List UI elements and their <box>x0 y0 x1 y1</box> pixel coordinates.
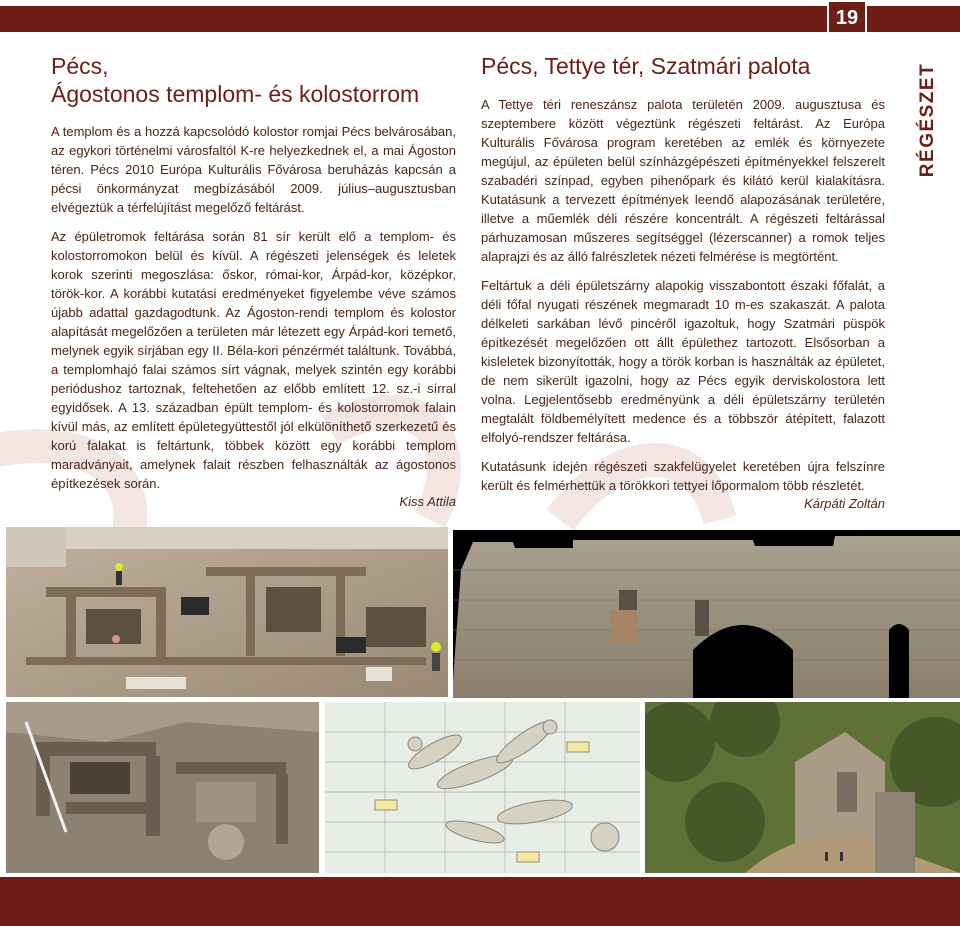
laser-scan-wall-image <box>453 530 960 698</box>
left-title-line2: Ágostonos templom- és kolostorrom <box>51 81 420 107</box>
right-article-title: Pécs, Tettye tér, Szatmári palota <box>481 53 811 79</box>
bottom-bar <box>0 877 960 926</box>
right-paragraph-3: Kutatásunk idején régészeti szakfelügyelet keretében újra felszínre került és felmérhettük a törökkori tettyei lőpormalom több részletét. <box>481 459 885 493</box>
left-article <box>51 52 456 511</box>
left-title-line1: Pécs, <box>51 53 109 79</box>
right-article <box>481 52 885 513</box>
section-label-text: RÉGÉSZET <box>916 62 938 178</box>
left-article-title <box>51 52 456 108</box>
tettye-ruins-photo <box>645 702 960 873</box>
top-bar <box>0 6 960 32</box>
left-author: Kiss Attila <box>399 494 456 509</box>
left-paragraph-2: Az épületromok feltárása során 81 sír került elő a templom- és kolostorromokon belül és kívül. A régészeti jelenségek és leletek korok szerinti megoszlása: őskor, római-kor, Árpád-kor, középkor, török-kor. A korábbi kutatási eredményeket figyelembe véve számos újabb adattal gazdagodtunk. Az Ágoston-rendi templom és kolostor alapítását megelőzően a területen már létezett egy Árpád-kori temető, melynek egyik sírjában egy II. Béla-kori pénzérmét találtunk. Továbbá, a templomhajó falai számos sírt vágnak, melyek szintén egy korábbi periódushoz tartoznak, feltehetően az előbb említett 12. sz.-i sírral egyidősek. A 13. században épült templom- és kolostorromok falain kívül más, az említett épületegyüttestől jól elkülöníthető szerkezetű és korú falakat is feltártunk, többek között egy korábbi templom maradványait, amelynek falait részben felhasználták az ágostonos építkezések során. <box>51 229 456 491</box>
right-author: Kárpáti Zoltán <box>804 496 885 511</box>
page-number: 19 <box>827 0 867 34</box>
right-paragraph-2: Feltártuk a déli épületszárny alapokig visszabontott északi főfalát, a déli főfal nyugati részének megmaradt 10 m-es szakaszát. A palota délkeleti sarkában lévő pincéről igazoltuk, hogy Szatmári püspök építkezését megelőzően ott állt épülethez tartozott. Elsősorban a kisleletek bizonyították, hogy a török korban is használták az épületet, de nem sikerült igazolni, hogy az Pécs egyik derviskolostora lett volna. Legjelentősebb eredményünk a déli épületszárny területén megtalált földbemélyített medence és a többször átépített, falazott elfolyó-rendszer feltárása. <box>481 278 885 445</box>
section-label <box>900 40 955 200</box>
excavated-walls-photo <box>6 702 319 873</box>
excavation-site-photo <box>6 527 448 697</box>
left-paragraph-1: A templom és a hozzá kapcsolódó kolostor romjai Pécs belvárosában, az egykori történelmi városfaltól K-re helyezkednek el, a mai Ágoston téren. Pécs 2010 Európa Kulturális Fővárosa beruházás kapcsán a pécsi önkormányzat megbízásából 2009. július–augusztusban elvégeztük a térfelújítást megelőző feltárást. <box>51 124 456 215</box>
burial-drawing-image <box>325 702 640 873</box>
right-paragraph-1: A Tettye téri reneszánsz palota területén 2009. augusztusa és szeptembere között végeztünk régészeti feltárást. Az Európa Kulturális Fővárosa program keretében az emlék és környezete megújul, az épületen belül színházgépészeti építményekkel felszerelt szabadéri színpad, egyben pihenőpark és kilátó kerül kialakításra. Kutatásunk a tervezett építmények leendő alapozásának területére, illetve a műemlék déli részére koncentrált. A régészeti feltárással párhuzamosan műszeres segítséggel (lézerscanner) a romok teljes alaprajzi és az álló falrészletek nézeti felmérése is megtörtént. <box>481 97 885 264</box>
